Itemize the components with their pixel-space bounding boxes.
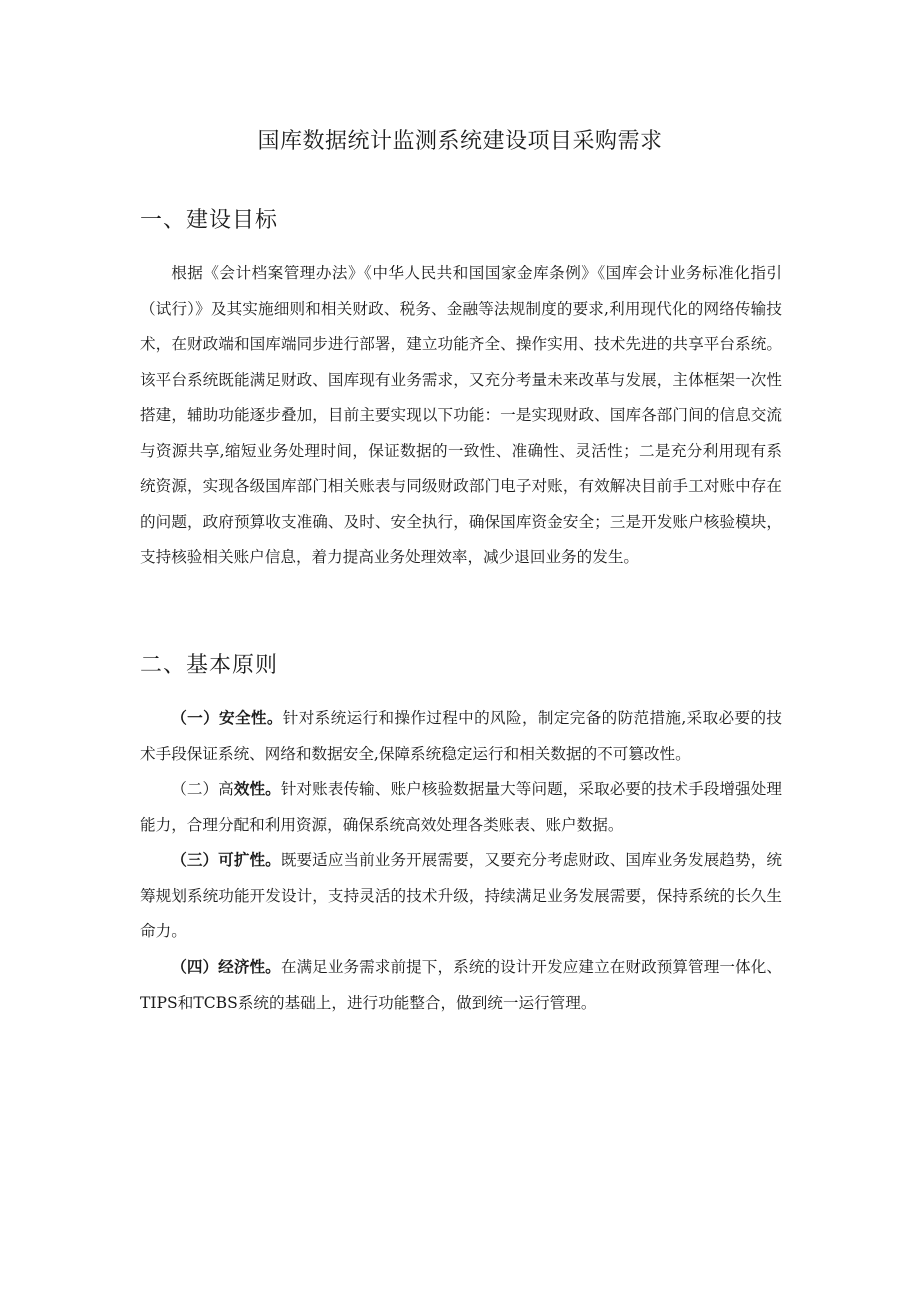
principle-economy-lead: （四）经济性。 [171,957,281,976]
principle-economy-text: 在满足业务需求前提下，系统的设计开发应建立在财政预算管理一体化、TIPS和TCBS系统的基础上，进行功能整合，做到统一运行管理。 [140,958,782,1012]
principle-security-lead: （一）安全性。 [171,708,283,727]
principle-economy [140,949,782,1021]
principle-scalability [140,842,782,950]
principle-security-text: 针对系统运行和操作过程中的风险，制定完备的防范措施,采取必要的技术手段保证系统、网络和数据安全,保障系统稳定运行和相关数据的不可篡改性。 [140,709,782,763]
section-heading-basic-principles: 二、基本原则 [140,653,279,678]
principle-scalability-text: 既要适应当前业务开展需要，又要充分考虑财政、国库业务发展趋势，统筹规划系统功能开发设计，支持灵活的技术升级，持续满足业务发展需要，保持系统的长久生命力。 [140,851,782,940]
section-heading-construction-goal: 一、建设目标 [140,208,279,233]
construction-goal-paragraph: 根据《会计档案管理办法》《中华人民共和国国家金库条例》《国库会计业务标准化指引（试行）》及其实施细则和相关财政、税务、金融等法规制度的要求,利用现代化的网络传输技术，在财政端和国库端同步进行部署，建立功能齐全、操作实用、技术先进的共享平台系统。该平台系统既能满足财政、国库现有业务需求，又充分考量未来改革与发展，主体框架一次性搭建，辅助功能逐步叠加，目前主要实现以下功能：一是实现财政、国库各部门间的信息交流与资源共享,缩短业务处理时间，保证数据的一致性、准确性、灵活性；二是充分利用现有系统资源，实现各级国库部门相关账表与同级财政部门电子对账，有效解决目前手工对账中存在的问题，政府预算收支准确、及时、安全执行，确保国库资金安全；三是开发账户核验模块，支持核验相关账户信息，着力提高业务处理效率，减少退回业务的发生。 [140,264,782,566]
principle-security [140,700,782,772]
principle-efficiency-lead-plain: （二）高 [171,780,234,798]
principle-scalability-lead: （三）可扩性。 [171,850,281,869]
principle-efficiency-text: 针对账表传输、账户核验数据量大等问题，采取必要的技术手段增强处理能力，合理分配和利用资源，确保系统高效处理各类账表、账户数据。 [140,780,782,834]
principle-efficiency [140,771,782,843]
document-title: 国库数据统计监测系统建设项目采购需求 [257,129,663,154]
principle-efficiency-lead: 效性。 [233,779,281,798]
